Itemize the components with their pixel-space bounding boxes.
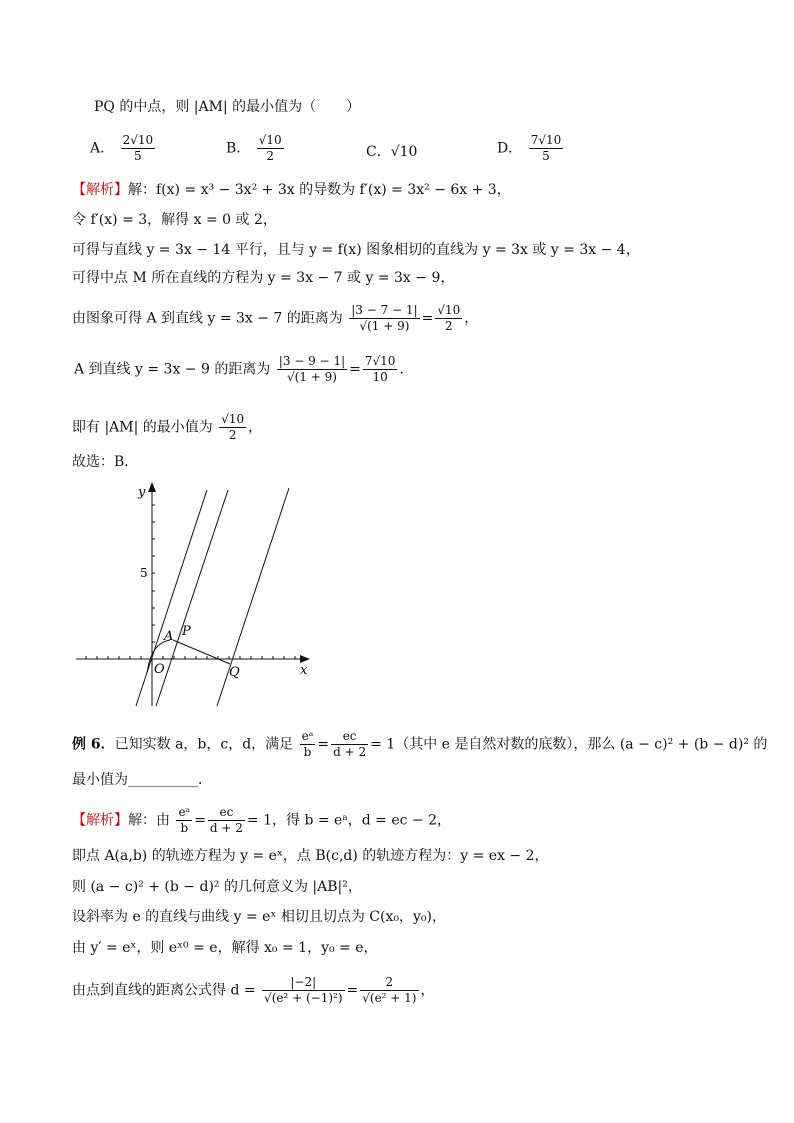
option-d[interactable] <box>497 133 565 164</box>
point-q-label: Q <box>229 665 240 680</box>
option-b-den: 2 <box>266 149 275 163</box>
solution1-line5-equals: = <box>421 310 434 327</box>
solution2-frac1-den: b <box>180 821 189 835</box>
option-a[interactable] <box>90 133 157 164</box>
option-d-fraction <box>529 133 564 164</box>
solution2-line4: 设斜率为 e 的直线与曲线 y = eˣ 相切且切点为 C(x₀，y₀)， <box>72 909 446 925</box>
solution1-line6-frac2 <box>363 354 398 385</box>
point-p-label: P <box>182 624 191 639</box>
tick-label-5: 5 <box>140 566 148 580</box>
solution1-line1-text: 解：f(x) = x³ − 3x² + 3x 的导数为 f′(x) = 3x² − 6x + 3， <box>128 182 511 198</box>
origin-label: O <box>154 662 165 677</box>
solution1-line5-text: 由图象可得 A 到直线 y = 3x − 7 的距离为 <box>72 310 343 327</box>
solution2-line6-text: 由点到直线的距离公式得 d = <box>72 982 256 999</box>
example6-frac2-den: d + 2 <box>333 745 367 759</box>
example6-line1-post: = 1（其中 e 是自然对数的底数），那么 (a − c)² + (b − d)² 的 <box>370 736 768 753</box>
segment-pq <box>173 640 230 664</box>
example6-frac1-den: b <box>303 745 312 759</box>
solution2-line6-frac1-den: √(e² + (−1)²) <box>264 991 343 1005</box>
solution1-line6-end: ． <box>399 361 414 378</box>
option-a-num: 2√10 <box>122 133 154 147</box>
solution2-line6-frac2 <box>360 975 418 1006</box>
example6-tag: 例 6． <box>72 736 115 753</box>
example6-frac2-num: ec <box>331 729 368 745</box>
option-b-label: B． <box>226 140 251 157</box>
solution1-line7-end: ， <box>248 419 263 436</box>
example6-equals: = <box>317 736 330 753</box>
solution1-line5-frac2-den: 2 <box>444 319 453 333</box>
question-tail-close: ） <box>346 99 361 115</box>
solution1-line6-frac2-num: 7√10 <box>364 354 396 368</box>
solution1-line6-text: A 到直线 y = 3x − 9 的距离为 <box>74 361 271 378</box>
solution1-line3: 可得与直线 y = 3x − 14 平行，且与 y = f(x) 图象相切的直线为 y = 3x 或 y = 3x − 4， <box>72 242 640 258</box>
example6-frac1-num: eᵃ <box>301 729 314 743</box>
option-a-fraction <box>121 133 156 164</box>
solution2-line1-text: 解：由 <box>128 812 170 829</box>
y-axis-arrow <box>148 482 156 492</box>
solution2-frac2-den: d + 2 <box>209 821 243 835</box>
option-c[interactable] <box>366 141 417 161</box>
solution2-line1-post: = 1，得 b = eᵃ，d = ec − 2， <box>246 812 451 829</box>
solution2-frac2 <box>208 805 245 836</box>
option-a-den: 5 <box>134 149 142 163</box>
option-d-num: 7√10 <box>530 133 562 147</box>
solution1-line5-frac2 <box>435 303 462 334</box>
option-b[interactable] <box>226 133 286 164</box>
solution1-line6-frac1-num: |3 − 9 − 1| <box>278 354 346 368</box>
solution2-line2: 即点 A(a,b) 的轨迹方程为 y = eˣ，点 B(c,d) 的轨迹方程为：y = ex − 2， <box>72 848 549 864</box>
solution1-line7-frac-num: √10 <box>221 412 245 426</box>
solution1-line6-frac2-den: 10 <box>372 370 388 384</box>
option-b-num: √10 <box>258 133 282 147</box>
solution2-line6 <box>72 975 435 1006</box>
solution2-line6-frac1 <box>262 975 344 1006</box>
line-through-q <box>217 488 289 706</box>
option-d-label: D． <box>497 140 523 157</box>
solution2-frac2-num: ec <box>208 805 245 821</box>
solution1-line6-frac1-den: √(1 + 9) <box>286 370 337 384</box>
example6-line1-text: 已知实数 a，b，c，d，满足 <box>114 736 294 753</box>
solution2-line6-frac2-num: 2 <box>360 975 418 991</box>
tangent-line-1 <box>136 490 207 706</box>
solution2-frac1-num: eᵃ <box>178 805 191 819</box>
solution1-tag: 【解析】 <box>72 182 128 198</box>
solution1-line5-frac1 <box>349 303 419 334</box>
solution1-line6-equals: = <box>349 361 361 378</box>
solution1-line7-text: 即有 |AM| 的最小值为 <box>72 419 213 436</box>
solution2-frac1 <box>176 805 192 836</box>
question-tail-text: PQ 的中点，则 |AM| 的最小值为（ <box>94 99 317 115</box>
solution2-line5: 由 y′ = eˣ，则 eˣ⁰ = e，解得 x₀ = 1，y₀ = e， <box>72 940 378 956</box>
example6-frac1 <box>300 729 316 760</box>
solution1-line7-frac <box>219 412 246 443</box>
solution1-line5-frac1-den: √(1 + 9) <box>359 319 410 333</box>
solution2-line6-frac1-num: |−2| <box>262 975 344 991</box>
x-axis-label: x <box>300 663 308 678</box>
solution1-line6-frac1 <box>277 354 347 385</box>
solution1-line6 <box>74 354 413 385</box>
solution2-equals: = <box>194 812 206 829</box>
y-axis-label: y <box>138 485 146 500</box>
example6-line1 <box>72 729 767 760</box>
point-a-label: A <box>164 629 174 644</box>
solution1-line5 <box>72 303 478 334</box>
solution2-line6-frac2-den: √(e² + 1) <box>362 991 417 1005</box>
solution1-line7 <box>72 412 262 443</box>
graph-figure <box>70 478 330 708</box>
solution1-line2: 令 f′(x) = 3，解得 x = 0 或 2， <box>72 212 277 228</box>
option-c-value: √10 <box>390 144 418 160</box>
solution2-line6-equals: = <box>346 982 359 999</box>
solution1-line7-frac-den: 2 <box>228 428 237 442</box>
solution1-line4: 可得中点 M 所在直线的方程为 y = 3x − 7 或 y = 3x − 9， <box>72 270 455 286</box>
solution1-line8: 故选：B． <box>72 454 139 470</box>
example6-frac2 <box>331 729 368 760</box>
solution2-line6-end: ， <box>420 982 435 999</box>
example6-line2: 最小值为__________． <box>72 772 212 788</box>
tangent-line-2 <box>156 490 228 706</box>
solution2-line1 <box>72 805 451 836</box>
solution1-line5-end: ， <box>464 310 479 327</box>
solution1-line5-frac1-num: |3 − 7 − 1| <box>351 303 418 317</box>
option-b-fraction <box>257 133 284 164</box>
option-c-label: C． <box>366 144 391 160</box>
solution2-tag: 【解析】 <box>72 812 128 829</box>
solution1-line5-frac2-num: √10 <box>437 303 461 317</box>
question-tail <box>94 98 360 116</box>
option-d-den: 5 <box>542 149 550 163</box>
x-axis-arrow <box>300 655 310 663</box>
solution1-line1 <box>72 181 511 199</box>
solution2-line3: 则 (a − c)² + (b − d)² 的几何意义为 |AB|²， <box>72 879 362 895</box>
option-a-label: A． <box>90 140 115 157</box>
